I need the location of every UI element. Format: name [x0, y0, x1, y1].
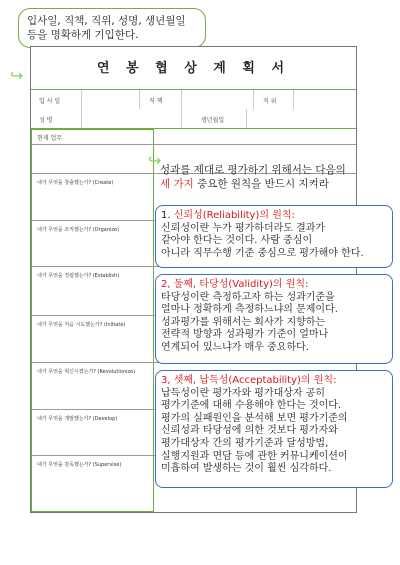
principle-2-line: 성과평가를 위해서는 회사가 지향하는	[161, 316, 326, 328]
principle-validity-box	[155, 274, 393, 364]
current-duty-label: 현재 업무	[37, 135, 63, 142]
intro-line-2: 중요한 원칙을 반드시 지켜라	[193, 178, 329, 190]
row-supervise: 내가 무엇을 감독했는가? (Supervise)	[37, 462, 122, 468]
row-develop: 내가 무엇을 개발했는가? (Develop)	[37, 416, 118, 422]
row-revolutionize: 내가 무엇을 혁신시켰는가? (Revolutionize)	[37, 369, 136, 375]
principle-2-line: 전략적 방향과 성과평가 기준이 얼마나	[161, 329, 329, 341]
principle-1-line: 아니라 직무수행 기준 중심으로 평가해야 한다.	[161, 247, 364, 259]
principle-3-line: 실행지원과 면담 등에 관한 커뮤니케이션이	[161, 450, 348, 462]
principle-1-number: 1.	[161, 210, 174, 221]
curved-arrow-icon-2: ↪	[148, 151, 162, 170]
principle-3-title: 납득성(Acceptability)의 원칙:	[199, 375, 337, 386]
callout-line-2: 등을 명확하게 기입한다.	[27, 29, 139, 41]
principle-3-number: 3, 셋째,	[161, 375, 200, 386]
position-label: 직 위	[263, 98, 277, 105]
callout-line-1: 입사일, 직책, 직위, 성명, 생년월일	[27, 15, 186, 27]
principle-acceptability-box	[155, 370, 393, 488]
principle-3-line: 미흡하여 발생하는 것이 훨씬 심각하다.	[161, 463, 332, 475]
principle-2-line: 얼마나 정확하게 측정하느냐의 문제이다.	[161, 304, 338, 316]
form-row-1	[31, 89, 356, 110]
name-label: 성 명	[39, 117, 53, 124]
hire-date-label: 입 사 일	[39, 98, 61, 105]
instruction-callout	[18, 8, 206, 48]
principle-2-title: 타당성(Validity)의 원칙:	[199, 279, 309, 290]
row-initiate: 내가 무엇을 처음 시도했는가? (Initiate)	[37, 322, 126, 328]
row-create: 내가 무엇을 창출했는가? (Create)	[37, 180, 114, 186]
curved-arrow-icon: ↪	[10, 66, 24, 85]
principle-1-line: 같아야 한다는 것이다. 사람 중심이	[161, 235, 313, 247]
principle-3-line: 평가의 실패원인을 분석해 보면 평가기준의	[161, 412, 348, 424]
title-label: 직 책	[149, 98, 163, 105]
principle-3-line: 평가대상자 간의 평가기준과 달성방법,	[161, 437, 329, 449]
row-establish: 내가 무엇을 정립했는가? (Establish)	[37, 273, 120, 279]
form-row-2	[31, 109, 356, 129]
principle-3-line: 평가기준에 대해 수용해야 한다는 것이다.	[161, 400, 342, 412]
principles-intro	[160, 163, 380, 191]
principle-2-line: 타당성이란 측정하고자 하는 성과기준을	[161, 291, 335, 303]
principle-2-number: 2, 둘째,	[161, 279, 200, 290]
form-title: 연 봉 협 상 계 획 서	[96, 61, 291, 76]
principle-reliability-box	[155, 205, 393, 268]
intro-highlight: 세 가지	[160, 178, 194, 190]
principle-3-line: 신뢰성과 타당성에 의한 것보다 평가자와	[161, 425, 338, 437]
birthdate-label: 생년월일	[201, 117, 225, 124]
principle-3-line: 납득성이란 평가자와 평가대상자 공히	[161, 387, 326, 399]
principle-2-line: 연계되어 있느냐가 매우 중요하다.	[161, 341, 309, 353]
principle-1-line: 신뢰성이란 누가 평가하더라도 결과가	[161, 222, 326, 234]
principle-1-title: 신뢰성(Reliability)의 원칙:	[173, 210, 295, 221]
row-organize: 내가 무엇을 조직했는가? (Organize)	[37, 227, 120, 233]
intro-line-1: 성과를 제대로 평가하기 위해서는 다음의	[160, 164, 346, 176]
